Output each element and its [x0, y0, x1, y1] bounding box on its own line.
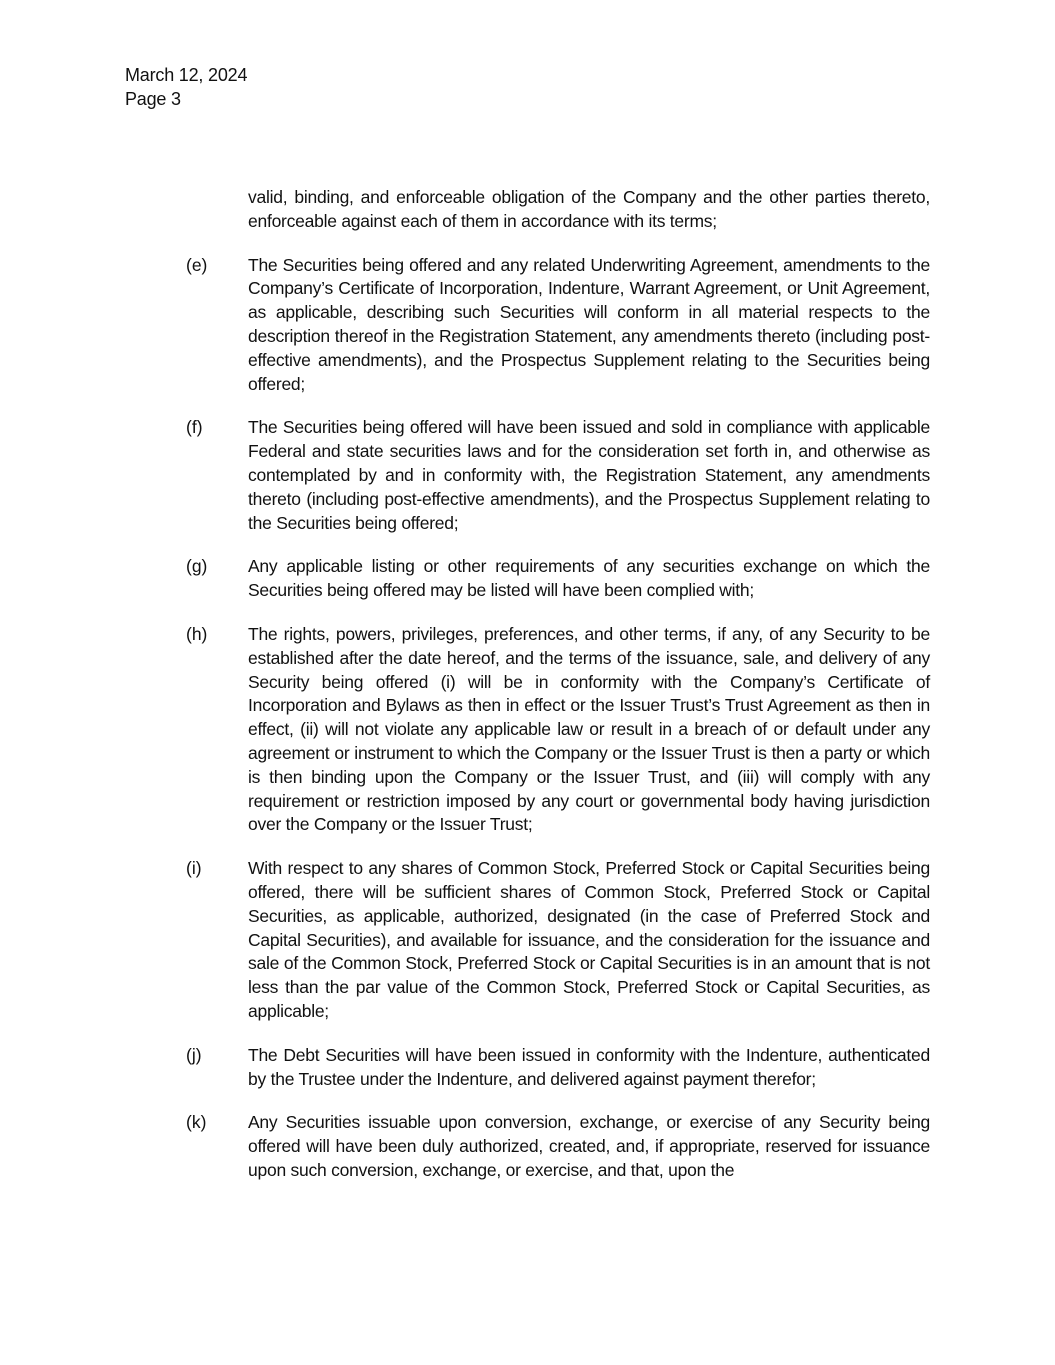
header-page-number: Page 3: [125, 89, 181, 109]
clause-f: [0, 416, 1055, 535]
header-date: March 12, 2024: [125, 65, 248, 85]
clause-label: (g): [186, 556, 208, 577]
page-header: [125, 63, 247, 111]
clause-h: [0, 623, 1055, 837]
clause-label: (i): [186, 858, 202, 879]
clause-text: Any Securities issuable upon conversion, exchange, or exercise of any Security being offered will have been duly authorized, created, and, if appropriate, reserved for issuance upon such conversion, exchange, or exercise, and that, upon the: [248, 1112, 930, 1180]
clause-text: With respect to any shares of Common Stock, Preferred Stock or Capital Securities being offered, there will be sufficient shares of Common Stock, Preferred Stock or Capital Securities, as applicable, authorized, designated (in the case of Preferred Stock and Capital Securities), and available for issuance, and the consideration for the issuance and sale of the Common Stock, Preferred Stock or Capital Securities is in an amount that is not less than the par value of the Common Stock, Preferred Stock or Capital Securities, as applicable;: [248, 858, 930, 1021]
clause-label: (f): [186, 417, 203, 438]
document-body: [0, 186, 1055, 1203]
clause-e: [0, 254, 1055, 397]
clause-text: The Debt Securities will have been issued in conformity with the Indenture, authenticated by the Trustee under the Indenture, and delivered against payment therefor;: [248, 1044, 930, 1089]
continued-paragraph: valid, binding, and enforceable obligation of the Company and the other parties thereto, enforceable against each of them in accordance with its terms;: [248, 187, 930, 231]
clause-label: (h): [186, 623, 208, 644]
clause-j: [0, 1044, 1055, 1092]
clause-text: The Securities being offered and any related Underwriting Agreement, amendments to the Company’s Certificate of Incorporation, Indenture, Warrant Agreement, or Unit Agreement, as applicable, describing such Securities will conform in all material respects to the description thereof in the Registration Statement, any amendments thereto (including post-effective amendments), and the Prospectus Supplement relating to the Securities being offered;: [248, 254, 930, 394]
clause-label: (j): [186, 1044, 202, 1065]
clause-text: The Securities being offered will have been issued and sold in compliance with applicable Federal and state securities laws and for the consideration set forth in, and otherwise as contemplated by and in conformity with, the Registration Statement, any amendments thereto (including post-effective amendments), and the Prospectus Supplement relating to the Securities being offered;: [248, 417, 930, 533]
clause-label: (e): [186, 254, 208, 275]
clause-text: Any applicable listing or other requirements of any securities exchange on which the Securities being offered may be listed will have been complied with;: [248, 556, 930, 601]
clause-label: (k): [186, 1112, 207, 1133]
clause-i: [0, 857, 1055, 1024]
clause-text: The rights, powers, privileges, preferences, and other terms, if any, of any Security to be established after the date hereof, and the terms of the issuance, sale, and delivery of any Security being offered (i) will be in conformity with the Company’s Certificate of Incorporation and Bylaws as then in effect or the Issuer Trust’s Trust Agreement as then in effect, (ii) will not violate any applicable law or result in a breach of or default under any agreement or instrument to which the Company or the Issuer Trust is then a party or which is then binding upon the Company or the Issuer Trust, and (iii) will comply with any requirement or restriction imposed by any court or governmental body having jurisdiction over the Company or the Issuer Trust;: [248, 623, 930, 835]
clause-k: [0, 1111, 1055, 1182]
clause-g: [0, 555, 1055, 603]
